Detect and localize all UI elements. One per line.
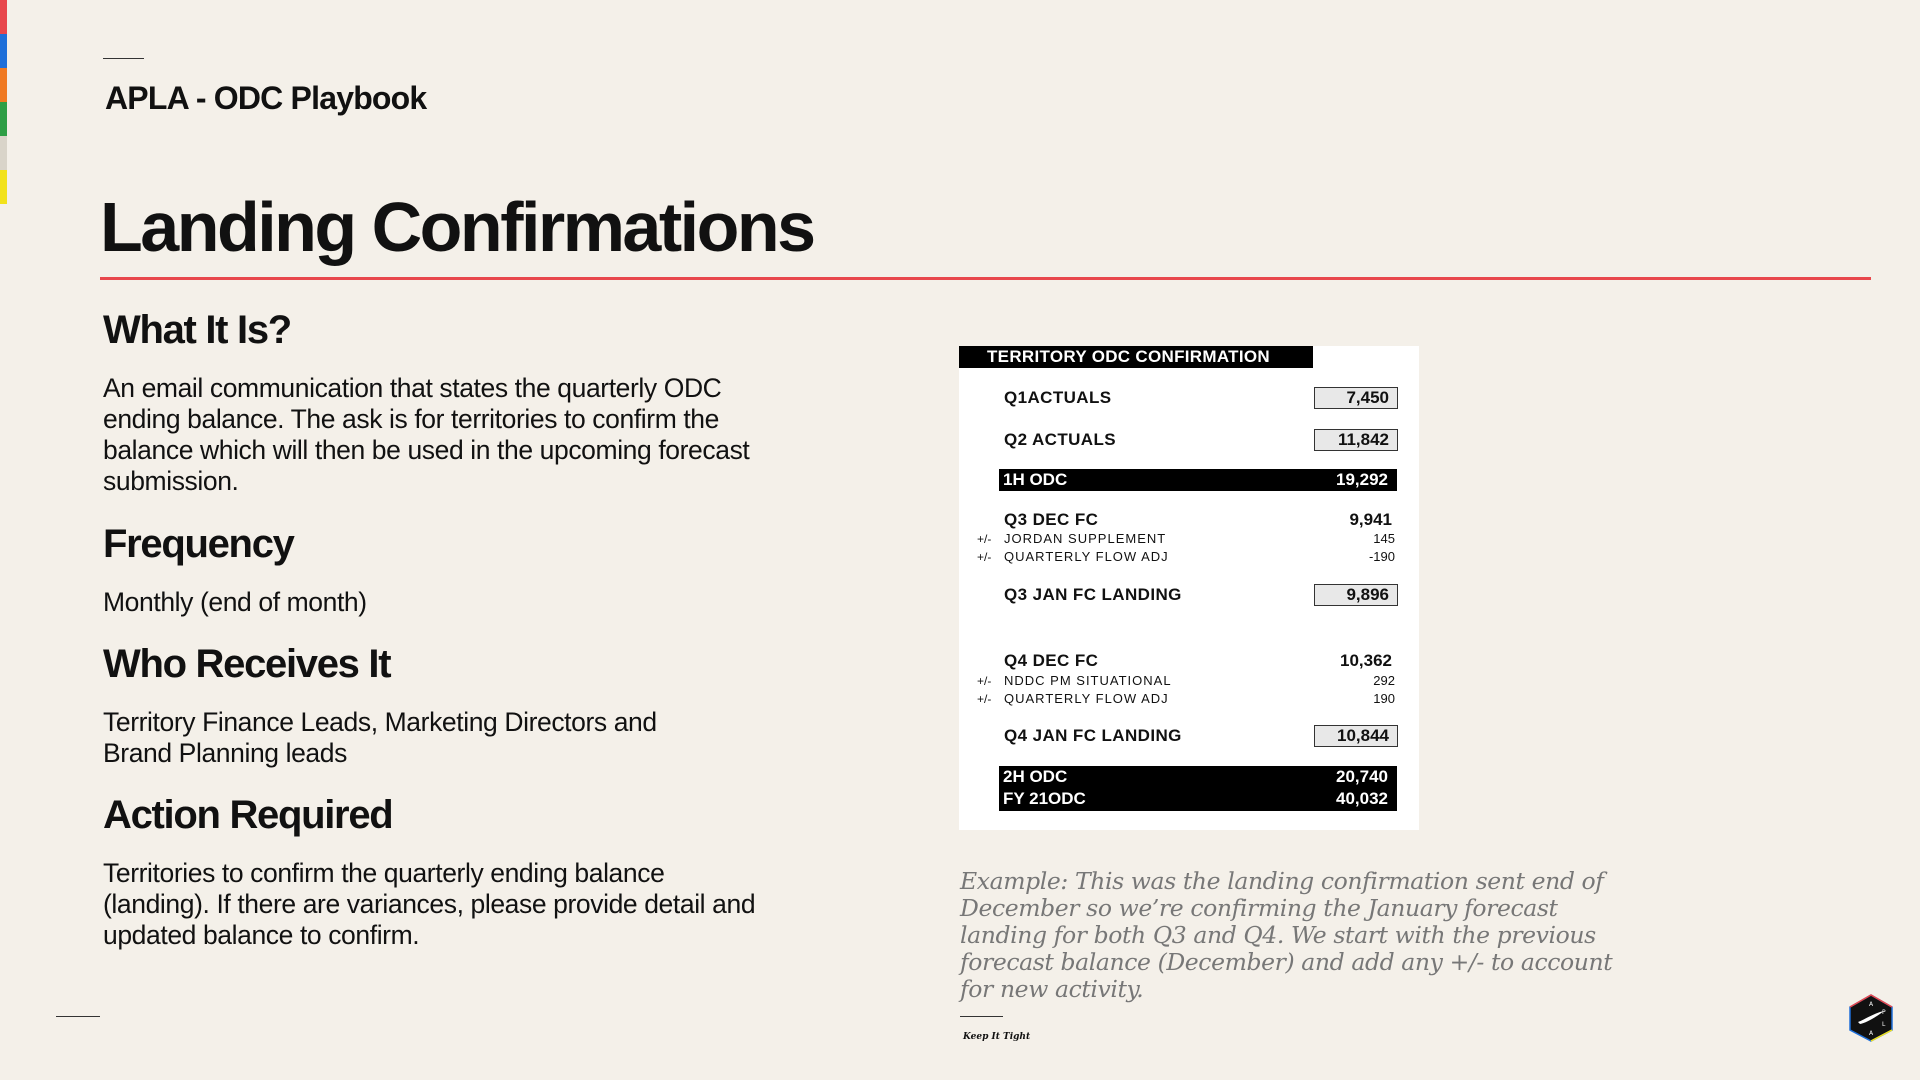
row-q3-dec-fc — [959, 509, 1419, 531]
row-value-box: 9,896 — [1314, 584, 1398, 606]
stripe-blue — [0, 34, 7, 68]
row-2h-odc — [1003, 766, 1388, 788]
row-label: 1H ODC — [1003, 470, 1068, 489]
title-rule — [100, 277, 1871, 280]
row-value-box: 10,844 — [1314, 725, 1398, 747]
row-label: QUARTERLY FLOW ADJ — [1004, 549, 1169, 564]
row-label: JORDAN SUPPLEMENT — [1004, 531, 1167, 546]
row-value: 40,032 — [1336, 789, 1388, 808]
plus-minus-label: +/- — [977, 674, 992, 688]
svg-text:L: L — [1882, 1021, 1886, 1028]
footer-divider-left — [56, 1016, 100, 1017]
row-value: 190 — [1373, 691, 1395, 706]
header-divider — [103, 58, 144, 59]
row-label: Q1ACTUALS — [1004, 388, 1112, 407]
side-color-stripes — [0, 0, 7, 204]
apla-hexagon-logo-icon — [1848, 993, 1894, 1043]
section-body-what: An email communication that states the quarterly ODC ending balance. The ask is for territories to confirm the balance which will then be used in the upcoming forecast submission. — [103, 373, 750, 496]
example-caption: Example: This was the landing confirmation sent end of December so we’re confirming the January forecast landing for both Q3 and Q4. We start with the previous forecast balance (December) and add any +/- to account for new activity. — [960, 867, 1613, 1003]
row-label: Q2 ACTUALS — [1004, 430, 1116, 449]
row-q4-adj-flow — [959, 690, 1419, 708]
section-heading-action: Action Required — [103, 793, 393, 837]
row-value: 292 — [1373, 673, 1395, 688]
section-body-frequency: Monthly (end of month) — [103, 587, 367, 617]
deck-title: APLA - ODC Playbook — [105, 80, 427, 116]
footer-divider-center — [960, 1016, 1003, 1017]
row-value: 10,362 — [1340, 651, 1392, 670]
territory-odc-confirmation — [959, 346, 1419, 830]
row-1h-odc — [999, 469, 1397, 491]
section-body-action: Territories to confirm the quarterly ending balance (landing). If there are variances, please provide detail and updated balance to confirm. — [103, 858, 756, 950]
svg-text:A: A — [1869, 1030, 1874, 1037]
row-label: QUARTERLY FLOW ADJ — [1004, 691, 1169, 706]
section-heading-frequency: Frequency — [103, 522, 294, 566]
row-value: 19,292 — [1336, 470, 1388, 489]
row-q1-actuals — [959, 387, 1419, 409]
row-q4-adj-nddc — [959, 672, 1419, 690]
stripe-red — [0, 0, 7, 34]
row-q3-adj-jordan — [959, 530, 1419, 548]
row-q3-adj-flow — [959, 548, 1419, 566]
row-value-box: 11,842 — [1314, 429, 1398, 451]
row-label: Q3 JAN FC LANDING — [1004, 585, 1182, 604]
row-q4-dec-fc — [959, 650, 1419, 672]
row-label: FY 21ODC — [1003, 789, 1086, 808]
row-label: Q4 DEC FC — [1004, 651, 1099, 670]
svg-text:P: P — [1882, 1009, 1886, 1016]
row-value: 20,740 — [1336, 767, 1388, 786]
row-value-box: 7,450 — [1314, 387, 1398, 409]
row-fy-odc — [1003, 788, 1388, 810]
plus-minus-label: +/- — [977, 692, 992, 706]
stripe-green — [0, 102, 7, 136]
row-label: 2H ODC — [1003, 767, 1068, 786]
svg-text:A: A — [1869, 1001, 1874, 1008]
plus-minus-label: +/- — [977, 532, 992, 546]
row-label: Q3 DEC FC — [1004, 510, 1099, 529]
row-q2-actuals — [959, 429, 1419, 451]
row-label: NDDC PM SITUATIONAL — [1004, 673, 1172, 688]
footer-tagline: Keep It Tight — [963, 1032, 1031, 1042]
stripe-orange — [0, 68, 7, 102]
row-value: 9,941 — [1349, 510, 1392, 529]
content-sections — [103, 308, 783, 951]
page-title: Landing Confirmations — [100, 188, 814, 266]
section-body-who: Territory Finance Leads, Marketing Directors and Brand Planning leads — [103, 707, 657, 768]
section-heading-who: Who Receives It — [103, 642, 391, 686]
row-value: 145 — [1373, 531, 1395, 546]
row-value: -190 — [1368, 549, 1395, 564]
confirmation-header: TERRITORY ODC CONFIRMATION — [959, 346, 1313, 368]
row-q3-jan-landing — [959, 584, 1419, 606]
row-2h-fy-totals — [999, 766, 1397, 811]
row-q4-jan-landing — [959, 725, 1419, 747]
stripe-yellow — [0, 170, 7, 204]
section-heading-what: What It Is? — [103, 308, 291, 352]
row-label: Q4 JAN FC LANDING — [1004, 726, 1182, 745]
stripe-beige — [0, 136, 7, 170]
plus-minus-label: +/- — [977, 550, 992, 564]
